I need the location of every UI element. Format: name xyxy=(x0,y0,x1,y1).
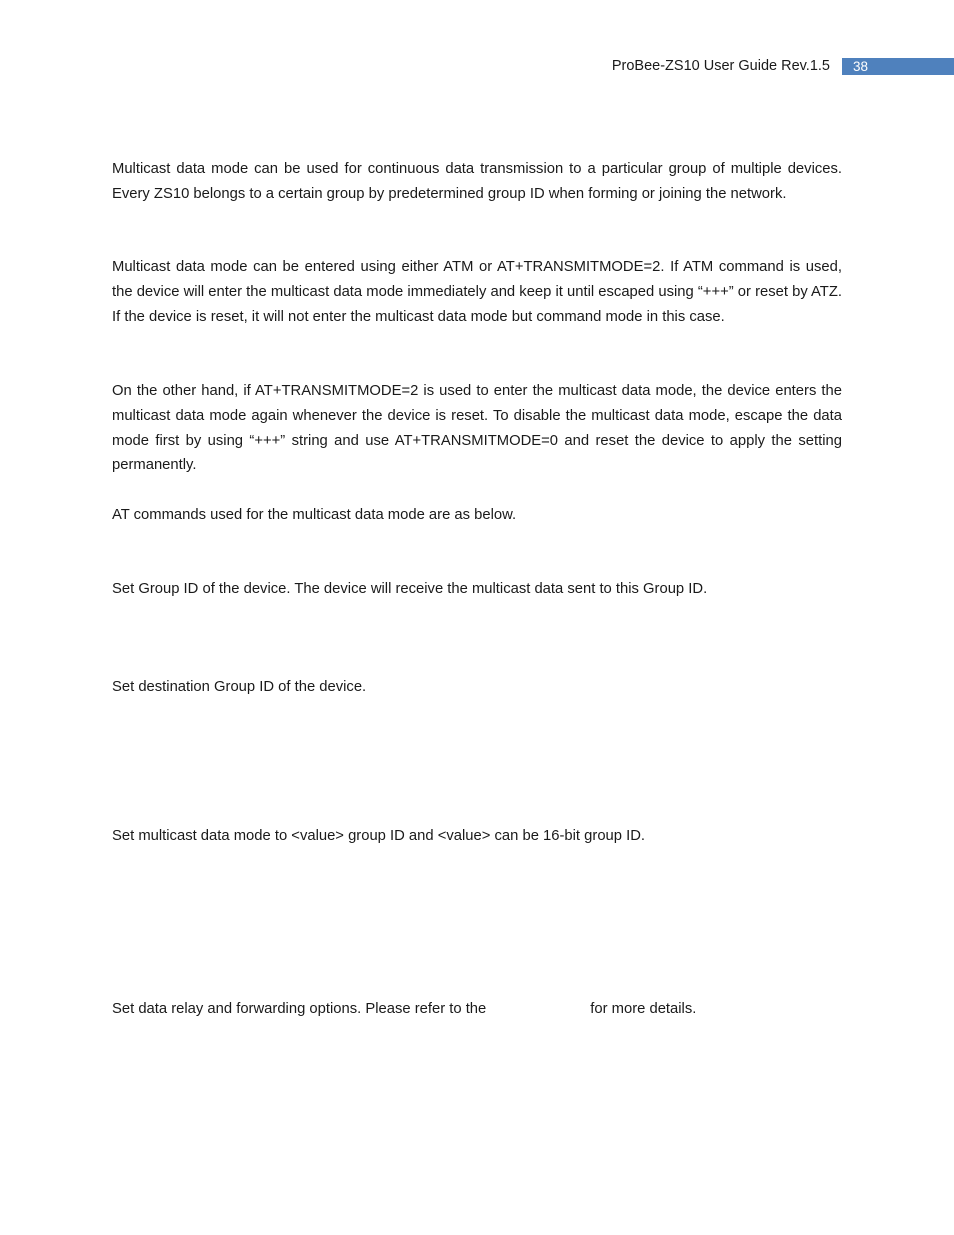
document-title: ProBee-ZS10 User Guide Rev.1.5 xyxy=(611,58,830,74)
paragraph-set-destination-group-id: Set destination Group ID of the device. xyxy=(112,679,367,695)
paragraph-at-commands-intro: AT commands used for the multicast data mode are as below. xyxy=(112,507,517,523)
paragraph-set-group-id: Set Group ID of the device. The device will receive the multicast data sent to this Group ID. xyxy=(112,581,708,597)
paragraph-entering-multicast: Multicast data mode can be entered using either ATM or AT+TRANSMITMODE=2. If ATM command is used, the device will enter the multicast data mode immediately and keep it until escaped using “+++” or reset by ATZ. If the device is reset, it will not enter the multicast data mode but command mode in this case. xyxy=(112,259,842,325)
paragraph-transmitmode: On the other hand, if AT+TRANSMITMODE=2 is used to enter the multicast data mode, the device enters the multicast data mode again whenever the device is reset. To disable the multicast data mode, escape the data mode first by using “+++” string and use AT+TRANSMITMODE=0 and reset the device to apply the setting permanently. xyxy=(112,383,842,474)
page-header xyxy=(612,57,954,75)
paragraph-set-multicast-mode: Set multicast data mode to <value> group ID and <value> can be 16-bit group ID. xyxy=(112,828,646,844)
paragraph-multicast-intro: Multicast data mode can be used for continuous data transmission to a particular group of multiple devices. Every ZS10 belongs to a certain group by predetermined group ID when forming or joining the network. xyxy=(112,161,842,202)
paragraph-relay-forwarding xyxy=(112,997,696,1022)
relay-text-after: for more details. xyxy=(590,1001,697,1017)
relay-text-before: Set data relay and forwarding options. Please refer to the xyxy=(112,1001,487,1017)
page-number-badge: 38 xyxy=(842,58,954,75)
